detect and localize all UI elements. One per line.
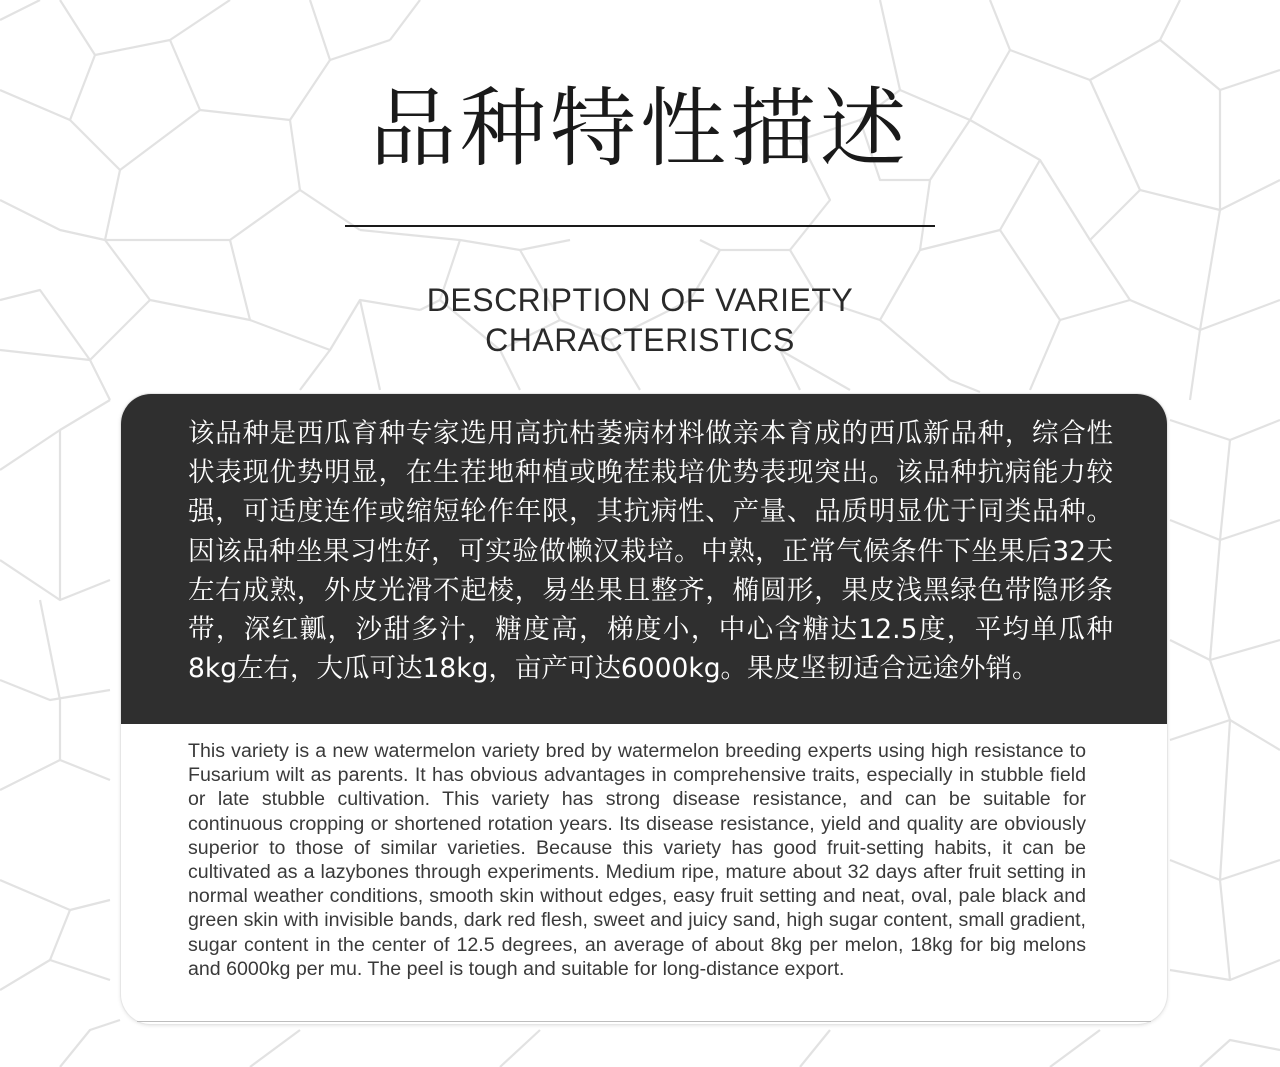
description-card [121, 394, 1167, 1024]
subtitle-line-2: CHARACTERISTICS [485, 322, 795, 358]
page-title-chinese: 品种特性描述 [370, 79, 910, 179]
bottom-divider [137, 1021, 1151, 1022]
description-english: This variety is a new watermelon variety bred by watermelon breeding experts using high resistance to Fusarium wilt as parents. It has obvious advantages in comprehensive traits, especially in stubble field or late stubble cultivation. This variety has strong disease resistance, and can be suitable for continuous cropping or shortened rotation years. Its disease resistance, yield and quality are obviously superior to those of similar varieties. Because this variety has good fruit-setting habits, it can be cultivated as a lazybones through experiments. Medium ripe, mature about 32 days after fruit setting in normal weather conditions, smooth skin without edges, easy fruit setting and neat, oval, pale black and green skin with invisible bands, dark red flesh, sweet and juicy sand, high sugar content, small gradient, sugar content in the center of 12.5 degrees, an average of about 8kg per melon, 18kg for big melons and 6000kg per mu. The peel is tough and suitable for long-distance export. [188, 740, 1086, 980]
page-subtitle-english [0, 280, 1280, 360]
title-divider [345, 225, 935, 227]
chinese-description-panel [121, 394, 1167, 724]
subtitle-line-1: DESCRIPTION OF VARIETY [426, 282, 854, 318]
description-chinese: 该品种是西瓜育种专家选用高抗枯萎病材料做亲本育成的西瓜新品种，综合性状表现优势明显，在生茬地种植或晚茬栽培优势表现突出。该品种抗病能力较强，可适度连作或缩短轮作年限，其抗病性、产量、品质明显优于同类品种。因该品种坐果习性好，可实验做懒汉栽培。中熟，正常气候条件下坐果后32天左右成熟，外皮光滑不起棱，易坐果且整齐，椭圆形，果皮浅黑绿色带隐形条带，深红瓤，沙甜多汁，糖度高，梯度小，中心含糖达12.5度，平均单瓜种8kg左右，大瓜可达18kg，亩产可达6000kg。果皮坚韧适合远途外销。 [188, 418, 1113, 685]
